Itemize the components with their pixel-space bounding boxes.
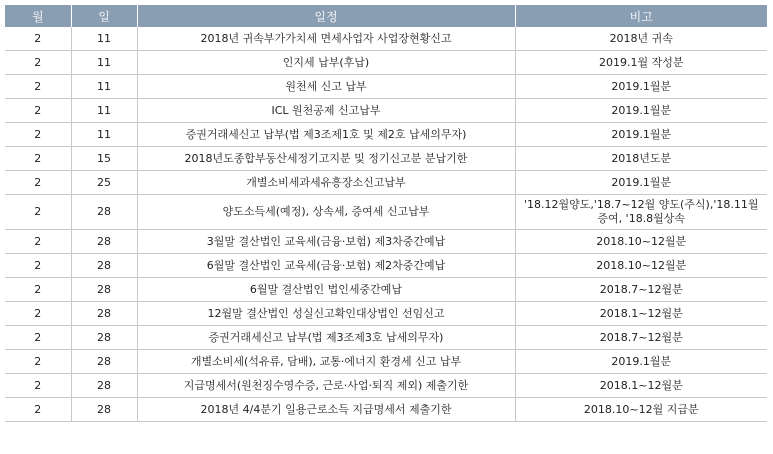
cell-schedule: 12월말 결산법인 성실신고확인대상법인 선임신고	[137, 302, 515, 326]
cell-note: 2019.1월분	[515, 350, 767, 374]
table-row	[5, 278, 767, 302]
cell-note: 2018.7~12월분	[515, 326, 767, 350]
cell-note: 2018.10~12월분	[515, 230, 767, 254]
cell-month: 2	[5, 278, 71, 302]
cell-day: 11	[71, 123, 137, 147]
table-row	[5, 195, 767, 230]
cell-schedule: 3월말 결산법인 교육세(금융·보험) 제3차중간예납	[137, 230, 515, 254]
cell-schedule: 개별소비세과세유흥장소신고납부	[137, 171, 515, 195]
table-row	[5, 51, 767, 75]
cell-month: 2	[5, 350, 71, 374]
cell-month: 2	[5, 99, 71, 123]
cell-day: 11	[71, 99, 137, 123]
header-month: 월	[5, 5, 71, 27]
cell-schedule: 2018년 귀속부가가치세 면세사업자 사업장현황신고	[137, 27, 515, 51]
cell-schedule: 6월말 결산법인 교육세(금융·보험) 제2차중간예납	[137, 254, 515, 278]
cell-day: 11	[71, 27, 137, 51]
cell-schedule: 증권거래세신고 납부(법 제3조제3호 납세의무자)	[137, 326, 515, 350]
table-row	[5, 374, 767, 398]
table-row	[5, 350, 767, 374]
cell-schedule: 2018년도종합부동산세정기고지분 및 정기신고분 분납기한	[137, 147, 515, 171]
cell-month: 2	[5, 195, 71, 230]
cell-note: 2018.1~12월분	[515, 374, 767, 398]
cell-schedule: 2018년 4/4분기 일용근로소득 지급명세서 제출기한	[137, 398, 515, 422]
header-note: 비고	[515, 5, 767, 27]
cell-note: 2018.10~12월분	[515, 254, 767, 278]
cell-day: 15	[71, 147, 137, 171]
table-row	[5, 75, 767, 99]
cell-month: 2	[5, 254, 71, 278]
cell-schedule: 원천세 신고 납부	[137, 75, 515, 99]
cell-month: 2	[5, 147, 71, 171]
cell-day: 28	[71, 398, 137, 422]
cell-day: 28	[71, 230, 137, 254]
cell-schedule: 6월말 결산법인 법인세중간예납	[137, 278, 515, 302]
cell-month: 2	[5, 230, 71, 254]
cell-month: 2	[5, 123, 71, 147]
cell-note: 2019.1월분	[515, 99, 767, 123]
cell-month: 2	[5, 171, 71, 195]
cell-note: 2019.1월 작성분	[515, 51, 767, 75]
cell-month: 2	[5, 75, 71, 99]
header-row	[5, 5, 767, 27]
cell-schedule: ICL 원천공제 신고납부	[137, 99, 515, 123]
table-row	[5, 230, 767, 254]
cell-day: 25	[71, 171, 137, 195]
cell-schedule: 지급명세서(원천징수영수증, 근로·사업·퇴직 제외) 제출기한	[137, 374, 515, 398]
cell-month: 2	[5, 27, 71, 51]
cell-month: 2	[5, 51, 71, 75]
cell-note: 2019.1월분	[515, 123, 767, 147]
cell-day: 28	[71, 278, 137, 302]
table-row	[5, 254, 767, 278]
table-row	[5, 147, 767, 171]
cell-schedule: 증권거래세신고 납부(법 제3조제1호 및 제2호 납세의무자)	[137, 123, 515, 147]
cell-month: 2	[5, 302, 71, 326]
schedule-table	[5, 5, 767, 422]
table-row	[5, 27, 767, 51]
table-row	[5, 326, 767, 350]
cell-day: 28	[71, 302, 137, 326]
table-row	[5, 171, 767, 195]
cell-note: 2018년도분	[515, 147, 767, 171]
cell-note: 2018.1~12월분	[515, 302, 767, 326]
cell-month: 2	[5, 374, 71, 398]
header-schedule: 일정	[137, 5, 515, 27]
cell-note: 2018년 귀속	[515, 27, 767, 51]
table-row	[5, 99, 767, 123]
cell-note: 2018.10~12월 지급분	[515, 398, 767, 422]
cell-day: 11	[71, 51, 137, 75]
cell-day: 28	[71, 326, 137, 350]
cell-day: 28	[71, 195, 137, 230]
cell-day: 11	[71, 75, 137, 99]
cell-schedule: 인지세 납부(후납)	[137, 51, 515, 75]
table-body	[5, 27, 767, 422]
cell-schedule: 양도소득세(예정), 상속세, 증여세 신고납부	[137, 195, 515, 230]
cell-schedule: 개별소비세(석유류, 담배), 교통·에너지 환경세 신고 납부	[137, 350, 515, 374]
table-row	[5, 398, 767, 422]
cell-note: 2019.1월분	[515, 171, 767, 195]
cell-day: 28	[71, 374, 137, 398]
cell-note: '18.12월양도,'18.7~12월 양도(주식),'18.11월증여, '18.8월상속	[515, 195, 767, 230]
cell-note: 2019.1월분	[515, 75, 767, 99]
cell-day: 28	[71, 254, 137, 278]
table-row	[5, 123, 767, 147]
table-row	[5, 302, 767, 326]
tax-schedule	[5, 5, 767, 422]
cell-month: 2	[5, 326, 71, 350]
header-day: 일	[71, 5, 137, 27]
cell-month: 2	[5, 398, 71, 422]
cell-note: 2018.7~12월분	[515, 278, 767, 302]
cell-day: 28	[71, 350, 137, 374]
